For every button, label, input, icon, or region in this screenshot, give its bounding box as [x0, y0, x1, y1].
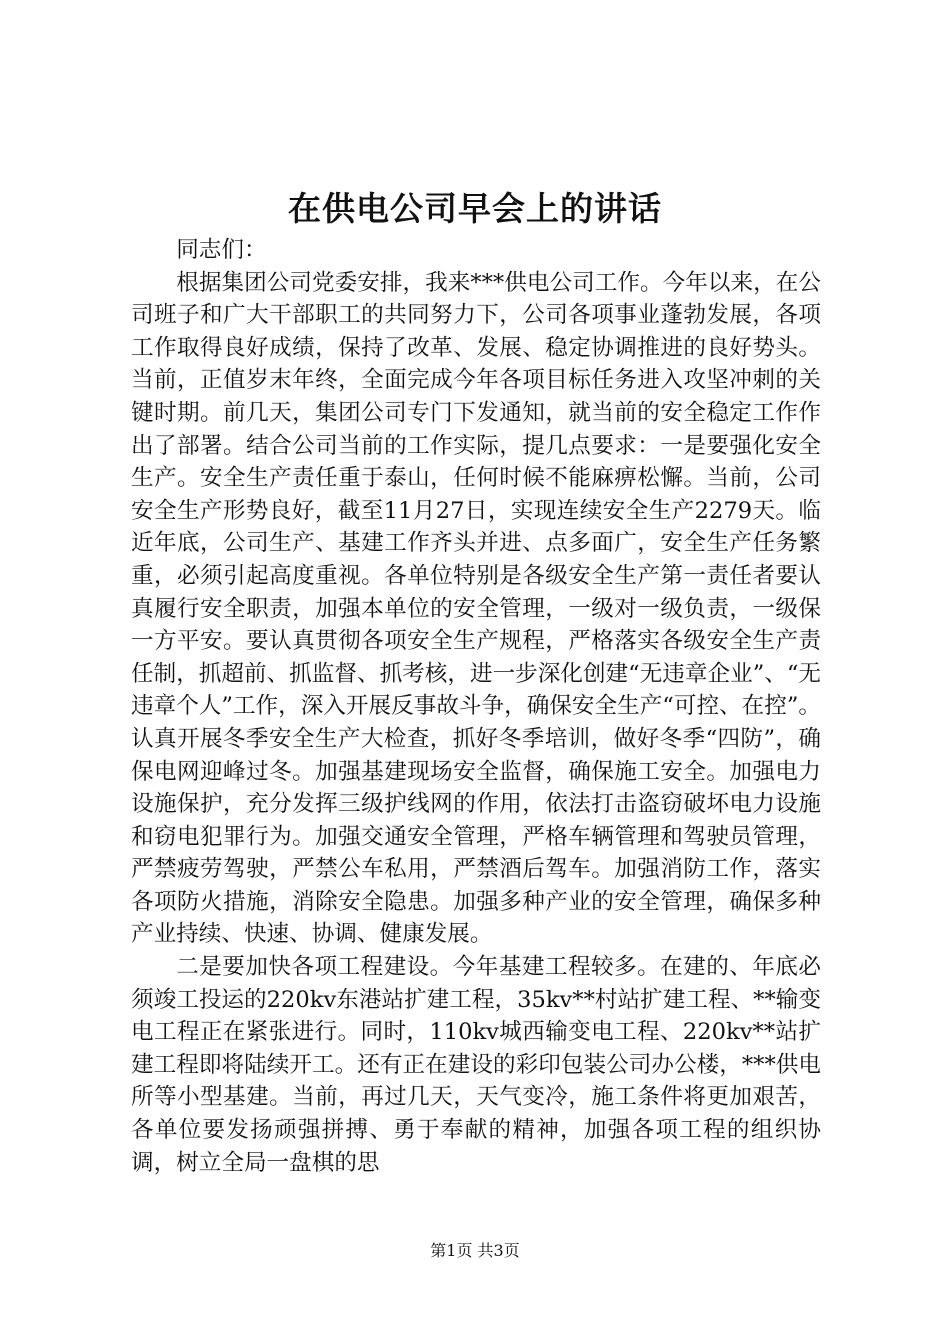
paragraph-2: 二是要加快各项工程建设。今年基建工程较多。在建的、年底必须竣工投运的220kv东港站扩建工程，35kv**村站扩建工程、**输变电工程正在紧张进行。同时，110kv城西输变电工程、220kv**站扩建工程即将陆续开工。还有正在建设的彩印包装公司办公楼，***供电所等小型基建。当前，再过几天，天气变冷，施工条件将更加艰苦，各单位要发扬顽强拼搏、勇于奉献的精神，加强各项工程的组织协调，树立全局一盘棋的思 — [131, 954, 821, 1176]
paragraph-1: 根据集团公司党委安排，我来***供电公司工作。今年以来，在公司班子和广大干部职工的共同努力下，公司各项事业蓬勃发展，各项工作取得良好成绩，保持了改革、发展、稳定协调推进的良好势头。当前，正值岁末年终，全面完成今年各项目标任务进入攻坚冲刺的关键时期。前几天，集团公司专门下发通知，就当前的安全稳定工作作出了部署。结合公司当前的工作实际，提几点要求：一是要强化安全生产。安全生产责任重于泰山，任何时候不能麻痹松懈。当前，公司安全生产形势良好，截至11月27日，实现连续安全生产2279天。临近年底，公司生产、基建工作齐头并进、点多面广，安全生产任务繁重，必须引起高度重视。各单位特别是各级安全生产第一责任者要认真履行安全职责，加强本单位的安全管理，一级对一级负责，一级保一方平安。要认真贯彻各项安全生产规程，严格落实各级安全生产责任制，抓超前、抓监督、抓考核，进一步深化创建“无违章企业”、“无违章个人”工作，深入开展反事故斗争，确保安全生产“可控、在控”。认真开展冬季安全生产大检查，抓好冬季培训，做好冬季“四防”，确保电网迎峰过冬。加强基建现场安全监督，确保施工安全。加强电力设施保护，充分发挥三级护线网的作用，依法打击盗窃破坏电力设施和窃电犯罪行为。加强交通安全管理，严格车辆管理和驾驶员管理，严禁疲劳驾驶，严禁公车私用，严禁酒后驾车。加强消防工作，落实各项防火措施，消除安全隐患。加强多种产业的安全管理，确保多种产业持续、快速、协调、健康发展。 — [131, 269, 821, 948]
page-footer: 第1页 共3页 — [430, 1241, 520, 1260]
salutation: 同志们： — [176, 237, 267, 263]
document-body — [131, 234, 821, 1179]
document-title: 在供电公司早会上的讲话 — [288, 189, 662, 228]
